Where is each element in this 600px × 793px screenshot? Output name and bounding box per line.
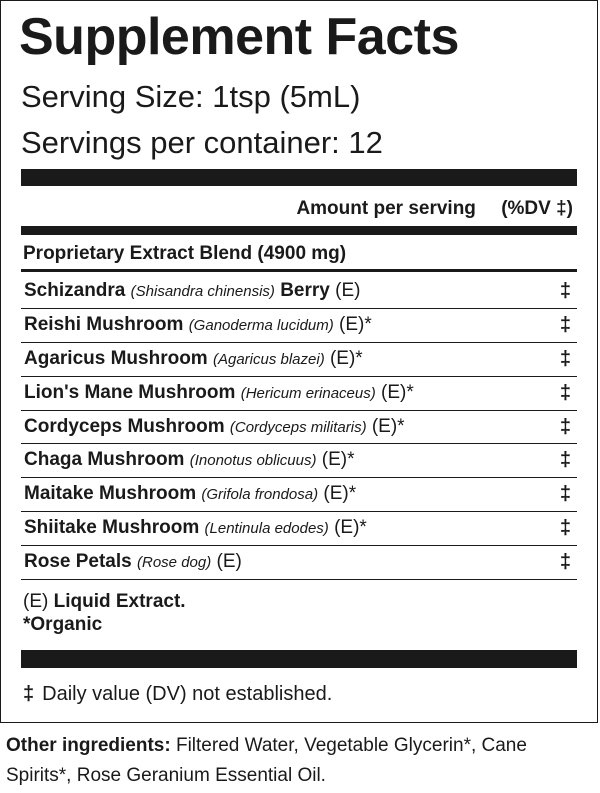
ingredient-label (24, 482, 356, 507)
ingredient-dv: ‡ (559, 449, 571, 472)
ingredient-dv: ‡ (559, 381, 571, 404)
thick-divider-top (21, 169, 577, 186)
ingredient-extract-marker: (E)* (381, 381, 414, 403)
ingredient-name: Lion's Mane Mushroom (24, 381, 236, 403)
servings-label: Servings per container: (21, 125, 340, 160)
ingredient-scientific-name: (Inonotus oblicuus) (189, 452, 317, 470)
ingredient-scientific-name: (Rose dog) (137, 554, 212, 572)
ingredient-name: Rose Petals (24, 551, 132, 573)
ingredient-extract-marker: (E) (335, 280, 361, 301)
medium-divider (21, 226, 577, 235)
ingredient-row (21, 309, 577, 343)
ingredient-name: Cordyceps Mushroom (24, 415, 225, 437)
ingredient-row (21, 343, 577, 377)
ingredient-scientific-name: (Shisandra chinensis) (130, 283, 275, 300)
dv-footnote-text: Daily value (DV) not established. (42, 683, 333, 705)
ingredient-name: Shiitake Mushroom (24, 517, 200, 539)
ingredient-extract-marker: (E)* (371, 415, 405, 437)
blend-divider (21, 269, 577, 272)
ingredient-extract-marker: (E) (216, 551, 242, 573)
ingredient-name: Chaga Mushroom (24, 449, 185, 471)
ingredient-dv: ‡ (559, 347, 571, 370)
other-ingredients-label: Other ingredients: (6, 735, 171, 756)
ingredient-row (21, 478, 577, 512)
panel-title: Supplement Facts (19, 8, 459, 66)
ingredient-scientific-name: (Ganoderma lucidum) (188, 316, 334, 334)
proprietary-blend-label: Proprietary Extract Blend (4900 mg) (23, 243, 347, 264)
ingredient-row (21, 377, 577, 411)
ingredient-name: Schizandra (24, 280, 126, 301)
extract-symbol: (E) (23, 591, 49, 612)
ingredient-extract-marker: (E)* (329, 347, 363, 369)
ingredient-dv: ‡ (559, 517, 571, 540)
ingredient-dv: ‡ (559, 313, 571, 336)
ingredient-scientific-name: (Cordyceps militaris) (229, 418, 367, 436)
ingredient-list (21, 275, 577, 580)
ingredient-label (24, 313, 372, 338)
ingredient-scientific-name: (Agaricus blazei) (212, 350, 325, 368)
ingredient-name: Reishi Mushroom (24, 313, 184, 335)
dv-footnote (23, 682, 332, 706)
serving-size: Serving Size: 1tsp (5mL) (21, 79, 361, 114)
ingredient-label (24, 550, 242, 575)
extract-label: Liquid Extract. (53, 591, 186, 612)
ingredient-dv: ‡ (559, 415, 571, 438)
ingredient-dv: ‡ (559, 280, 571, 302)
ingredient-scientific-name: (Grifola frondosa) (201, 486, 319, 504)
dv-header: (%DV ‡) (501, 198, 573, 219)
ingredient-label (24, 448, 355, 473)
ingredient-label (24, 381, 414, 406)
ingredient-row (21, 275, 577, 309)
ingredient-row (21, 444, 577, 478)
ingredient-label (24, 279, 360, 304)
ingredient-name: Agaricus Mushroom (24, 347, 208, 369)
ingredient-part: Berry (280, 280, 330, 301)
ingredient-scientific-name: (Hericum erinaceus) (240, 384, 376, 402)
thick-divider-bottom (21, 650, 577, 668)
ingredient-row (21, 546, 577, 580)
servings-value: 12 (348, 125, 383, 160)
ingredient-row (21, 512, 577, 546)
organic-footnote: *Organic (23, 614, 103, 635)
ingredient-scientific-name: (Lentinula edodes) (204, 520, 329, 538)
other-ingredients (6, 731, 596, 791)
ingredient-dv: ‡ (559, 551, 571, 574)
ingredient-label (24, 347, 363, 372)
ingredient-extract-marker: (E)* (321, 449, 355, 471)
ingredient-label (24, 516, 367, 541)
column-headers (296, 197, 573, 221)
ingredient-label (24, 415, 405, 440)
ingredient-extract-marker: (E)* (339, 313, 372, 335)
extract-footnote (23, 591, 186, 613)
ingredient-dv: ‡ (559, 483, 571, 506)
ingredient-name: Maitake Mushroom (24, 483, 197, 505)
double-dagger-symbol: ‡ (23, 683, 35, 705)
other-ingredients-text: Filtered Water, Vegetable Glycerin*, Cane Spirits*, Rose Geranium Essential Oil. (6, 735, 527, 786)
servings-per-container (21, 124, 383, 162)
ingredient-extract-marker: (E)* (334, 517, 367, 539)
ingredient-row (21, 411, 577, 445)
ingredient-extract-marker: (E)* (323, 483, 357, 505)
amount-per-serving-header: Amount per serving (296, 198, 476, 219)
